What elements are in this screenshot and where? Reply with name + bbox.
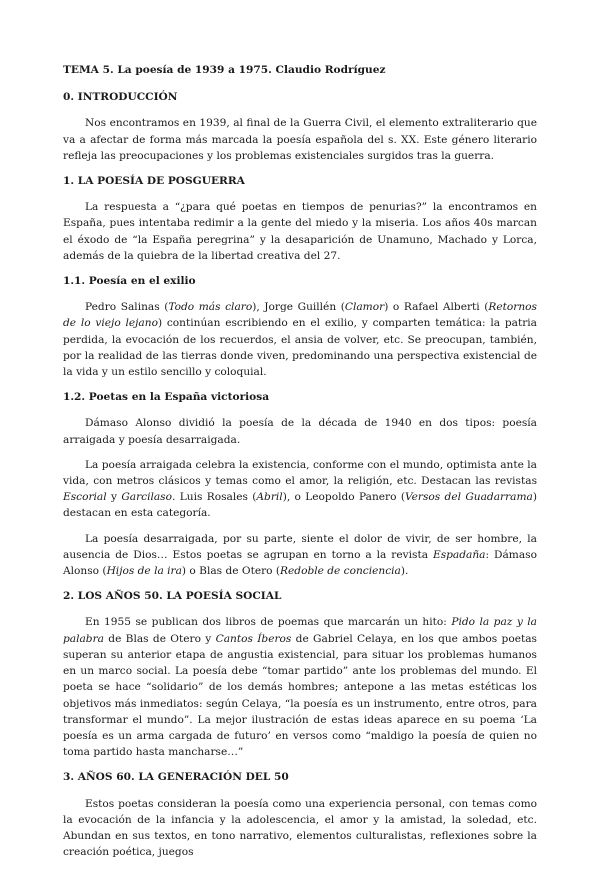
- section-heading-posguerra: 1. LA POESÍA DE POSGUERRA: [63, 175, 245, 188]
- section-heading-introduccion: 0. INTRODUCCIÓN: [63, 91, 178, 104]
- journal-title: Escorial: [63, 491, 107, 504]
- book-title: Abril: [256, 491, 283, 504]
- paragraph: Dámaso Alonso dividió la poesía de la década de 1940 en dos tipos: poesía arraigada y poesía desarraigada.: [63, 417, 537, 446]
- book-title: Cantos Íberos: [215, 632, 292, 645]
- document-title: TEMA 5. La poesía de 1939 a 1975. Claudio Rodríguez: [63, 64, 386, 76]
- paragraph: La poesía desarraigada, por su parte, siente el dolor de vivir, de ser hombre, la ausencia de Dios… Estos poetas se agrupan en torno a la revista Espadaña: Dámaso Alonso (Hijos de la ira) o Blas de Otero (Redoble de conciencia).: [63, 532, 537, 578]
- paragraph: Nos encontramos en 1939, al final de la Guerra Civil, el elemento extraliterario que va a afectar de forma más marcada la poesía española del s. XX. Este género literario refleja las preocupaciones y los problemas existenciales surgidos tras la guerra.: [63, 117, 537, 162]
- journal-title: Garcilaso: [121, 491, 172, 504]
- paragraph: Estos poetas consideran la poesía como una experiencia personal, con temas como la evocación de la infancia y la adolescencia, el amor y la amistad, la soledad, etc. Abundan en sus textos, en tono narrativo, elementos culturalistas, reflexiones sobre la creación poética, juegos: [63, 797, 537, 859]
- paragraph: La poesía arraigada celebra la existencia, conforme con el mundo, optimista ante la vida, con metros clásicos y temas como el amor, la religión, etc. Destacan las revistas Escorial y Garcilaso. Luis Rosales (Abril), o Leopoldo Panero (Versos del Guadarrama) destacan en esta categoría.: [63, 458, 537, 520]
- paragraph: Pedro Salinas (Todo más claro), Jorge Guillén (Clamor) o Rafael Alberti (Retornos de lo viejo lejano) continúan escribiendo en el exilio, y comparten temática: la patria perdida, la evocación de los recuerdos, el ansia de volver, etc. Se preocupan, también, por la realidad de las tierras donde viven, predominando una perspectiva existencial de la vida y un estilo sencillo y coloquial.: [63, 301, 537, 379]
- book-title: Clamor: [344, 301, 385, 314]
- journal-title: Espadaña: [432, 548, 486, 561]
- paragraph: La respuesta a “¿para qué poetas en tiempos de penurias?” la encontramos en España, pues intentaba redimir a la gente del miedo y la miseria. Los años 40s marcan el éxodo de “la España peregrina” y la desaparición de Unamuno, Machado y Lorca, además de la quiebra de la libertad creativa del 27.: [63, 201, 537, 262]
- book-title: Redoble de conciencia: [280, 565, 401, 578]
- document-page: [63, 62, 537, 869]
- book-title: Todo más claro: [168, 301, 253, 314]
- section-heading-poesia-social: 2. LOS AÑOS 50. LA POESÍA SOCIAL: [63, 590, 282, 603]
- section-heading-generacion-50: 3. AÑOS 60. LA GENERACIÓN DEL 50: [63, 771, 289, 784]
- section-heading-espana-victoriosa: 1.2. Poetas en la España victoriosa: [63, 391, 270, 404]
- book-title: Versos del Guadarrama: [404, 491, 533, 504]
- section-heading-exilio: 1.1. Poesía en el exilio: [63, 275, 196, 288]
- book-title: Hijos de la ira: [106, 565, 182, 578]
- paragraph: En 1955 se publican dos libros de poemas que marcarán un hito: Pido la paz y la palabra de Blas de Otero y Cantos Íberos de Gabriel Celaya, en los que ambos poetas superan su anterior etapa de angustia existencial, para situar los problemas humanos en un marco social. La poesía debe “tomar partido” ante los problemas del mundo. El poeta se hace “solidario” de los demás hombres; antepone a las metas estéticas los objetivos más inmediatos: según Celaya, “la poesía es un instrumento, entre otros, para transformar el mundo”. La mejor ilustración de estas ideas aparece en su poema ‘La poesía es un arma cargada de futuro’ en versos como “maldigo la poesía de quien no toma partido hasta mancharse…”: [63, 616, 537, 759]
- book-title: Pido la paz y la palabra: [63, 616, 537, 645]
- book-title: Retornos de lo viejo lejano: [63, 301, 537, 330]
